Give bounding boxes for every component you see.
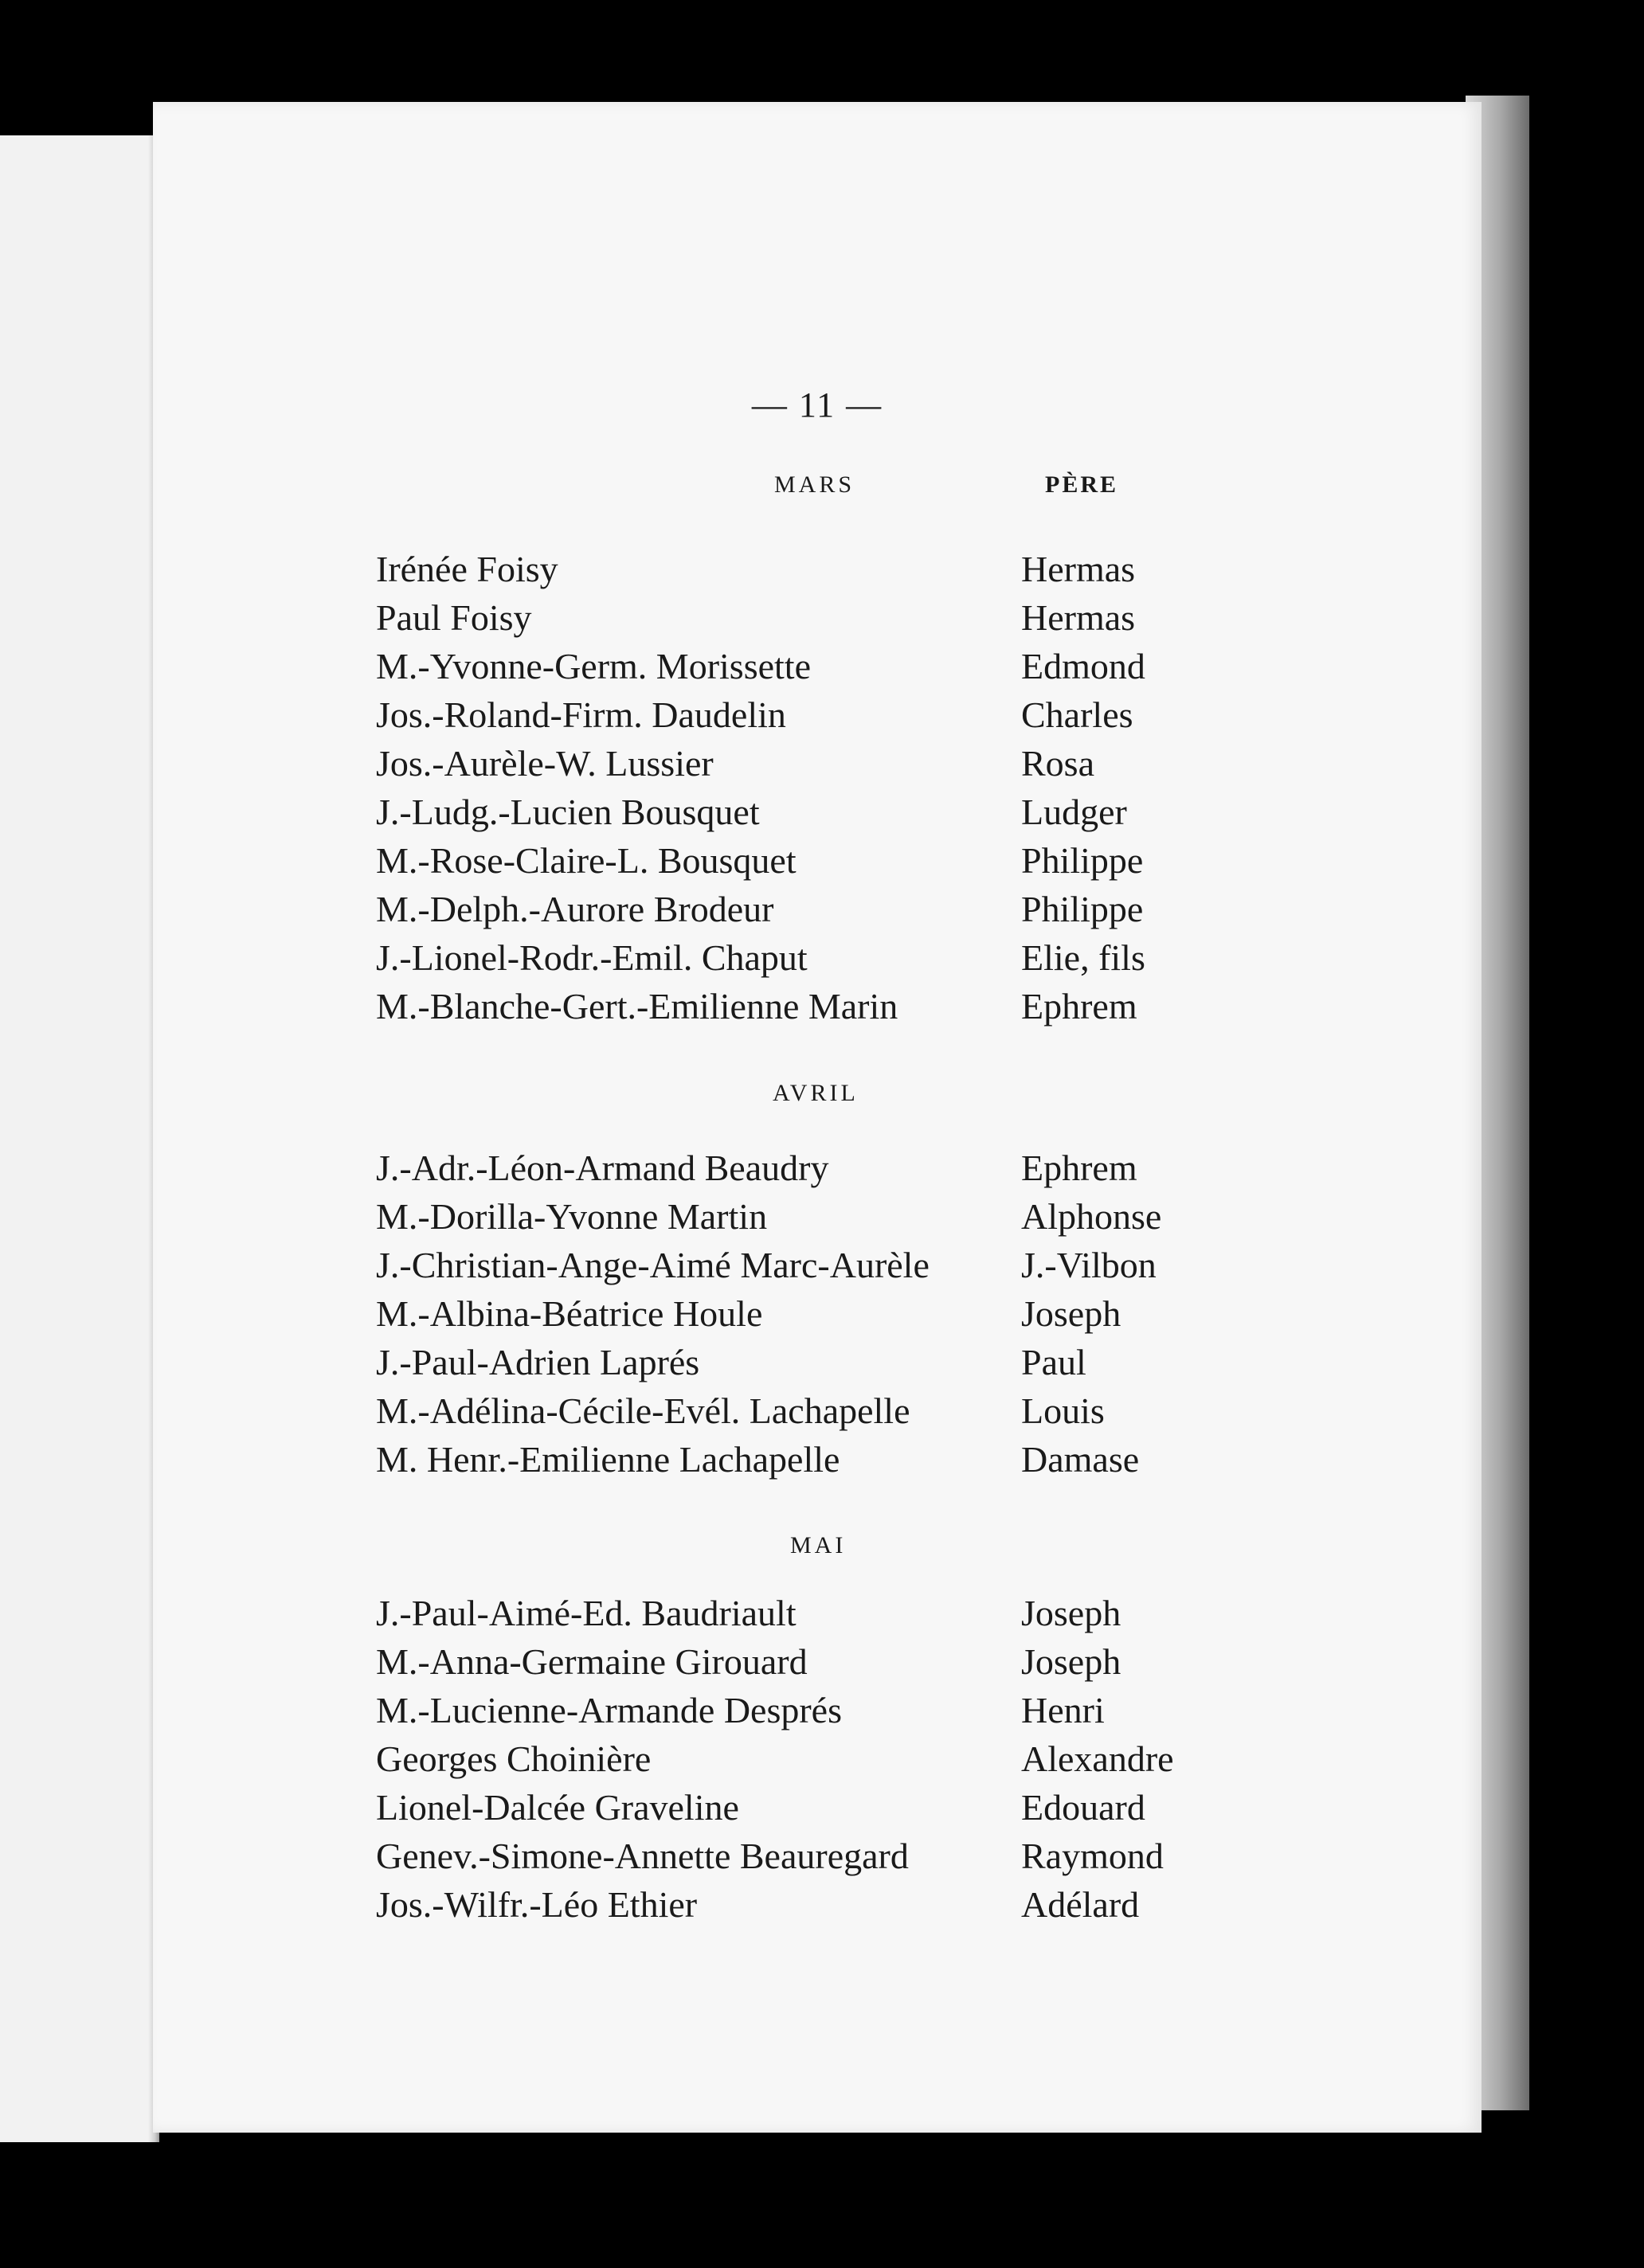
child-name: J.-Adr.-Léon-Armand Beaudry (376, 1148, 829, 1188)
child-name: J.-Christian-Ange-Aimé Marc-Aurèle (376, 1245, 930, 1285)
father-name: Alexandre (1021, 1738, 1174, 1779)
father-name: Ludger (1021, 792, 1127, 832)
father-name: Henri (1021, 1690, 1105, 1730)
table-row (153, 742, 1482, 790)
month-heading-mai: MAI (790, 1532, 847, 1558)
child-name: Irénée Foisy (376, 549, 558, 589)
child-name: Lionel-Dalcée Graveline (376, 1787, 739, 1828)
father-name: Alphonse (1021, 1196, 1162, 1237)
child-name: J.-Paul-Adrien Laprés (376, 1342, 700, 1382)
child-name: M.-Blanche-Gert.-Emilienne Marin (376, 986, 898, 1026)
father-name: Louis (1021, 1390, 1105, 1431)
child-name: J.-Paul-Aimé-Ed. Baudriault (376, 1593, 797, 1633)
father-name: Joseph (1021, 1641, 1121, 1682)
table-row (153, 1592, 1482, 1640)
father-name: Elie, fils (1021, 937, 1145, 978)
table-row (153, 1689, 1482, 1737)
table-row (153, 645, 1482, 693)
father-name: Hermas (1021, 597, 1136, 638)
father-name: Edmond (1021, 646, 1145, 686)
table-row (153, 548, 1482, 596)
child-name: Jos.-Roland-Firm. Daudelin (376, 694, 786, 735)
child-name: M. Henr.-Emilienne Lachapelle (376, 1439, 840, 1480)
table-row (153, 985, 1482, 1033)
father-name: Hermas (1021, 549, 1136, 589)
table-row (153, 888, 1482, 936)
father-name: Adélard (1021, 1884, 1140, 1925)
child-name: M.-Lucienne-Armande Després (376, 1690, 842, 1730)
father-name: Joseph (1021, 1293, 1121, 1334)
child-name: Jos.-Aurèle-W. Lussier (376, 743, 714, 784)
table-row (153, 791, 1482, 839)
child-name: Georges Choinière (376, 1738, 652, 1779)
table-row (153, 1341, 1482, 1389)
table-row (153, 1244, 1482, 1292)
child-name: M.-Anna-Germaine Girouard (376, 1641, 808, 1682)
child-name: Jos.-Wilfr.-Léo Ethier (376, 1884, 698, 1925)
father-name: J.-Vilbon (1021, 1245, 1157, 1285)
father-name: Philippe (1021, 840, 1144, 881)
father-name: Paul (1021, 1342, 1086, 1382)
father-name: Rosa (1021, 743, 1094, 784)
child-name: Genev.-Simone-Annette Beauregard (376, 1836, 909, 1876)
table-row (153, 596, 1482, 644)
table-row (153, 1390, 1482, 1437)
table-row (153, 839, 1482, 887)
table-row (153, 1292, 1482, 1340)
father-name: Charles (1021, 694, 1133, 735)
table-row (153, 694, 1482, 741)
child-name: J.-Ludg.-Lucien Bousquet (376, 792, 760, 832)
child-name: M.-Adélina-Cécile-Evél. Lachapelle (376, 1390, 910, 1431)
table-row (153, 1883, 1482, 1931)
father-name: Damase (1021, 1439, 1140, 1480)
father-name: Edouard (1021, 1787, 1145, 1828)
child-name: M.-Yvonne-Germ. Morissette (376, 646, 812, 686)
child-name: M.-Delph.-Aurore Brodeur (376, 889, 774, 929)
father-name: Philippe (1021, 889, 1144, 929)
table-row (153, 1738, 1482, 1785)
child-name: M.-Rose-Claire-L. Bousquet (376, 840, 797, 881)
page-number: — 11 — (751, 385, 883, 424)
document-page (153, 102, 1482, 2133)
table-row (153, 1835, 1482, 1883)
table-row (153, 1195, 1482, 1243)
father-name: Joseph (1021, 1593, 1121, 1633)
father-name: Ephrem (1021, 986, 1137, 1026)
child-name: M.-Albina-Béatrice Houle (376, 1293, 763, 1334)
table-row (153, 1640, 1482, 1688)
table-row (153, 937, 1482, 984)
previous-page-edge (0, 135, 159, 2142)
table-row (153, 1438, 1482, 1486)
father-name: Ephrem (1021, 1148, 1137, 1188)
father-name: Raymond (1021, 1836, 1164, 1876)
father-column-header: PÈRE (1045, 471, 1119, 498)
table-row (153, 1147, 1482, 1195)
table-row (153, 1786, 1482, 1834)
month-heading-avril: AVRIL (773, 1080, 859, 1106)
month-header-mars: MARS (774, 471, 855, 498)
child-name: Paul Foisy (376, 597, 532, 638)
child-name: M.-Dorilla-Yvonne Martin (376, 1196, 768, 1237)
child-name: J.-Lionel-Rodr.-Emil. Chaput (376, 937, 808, 978)
